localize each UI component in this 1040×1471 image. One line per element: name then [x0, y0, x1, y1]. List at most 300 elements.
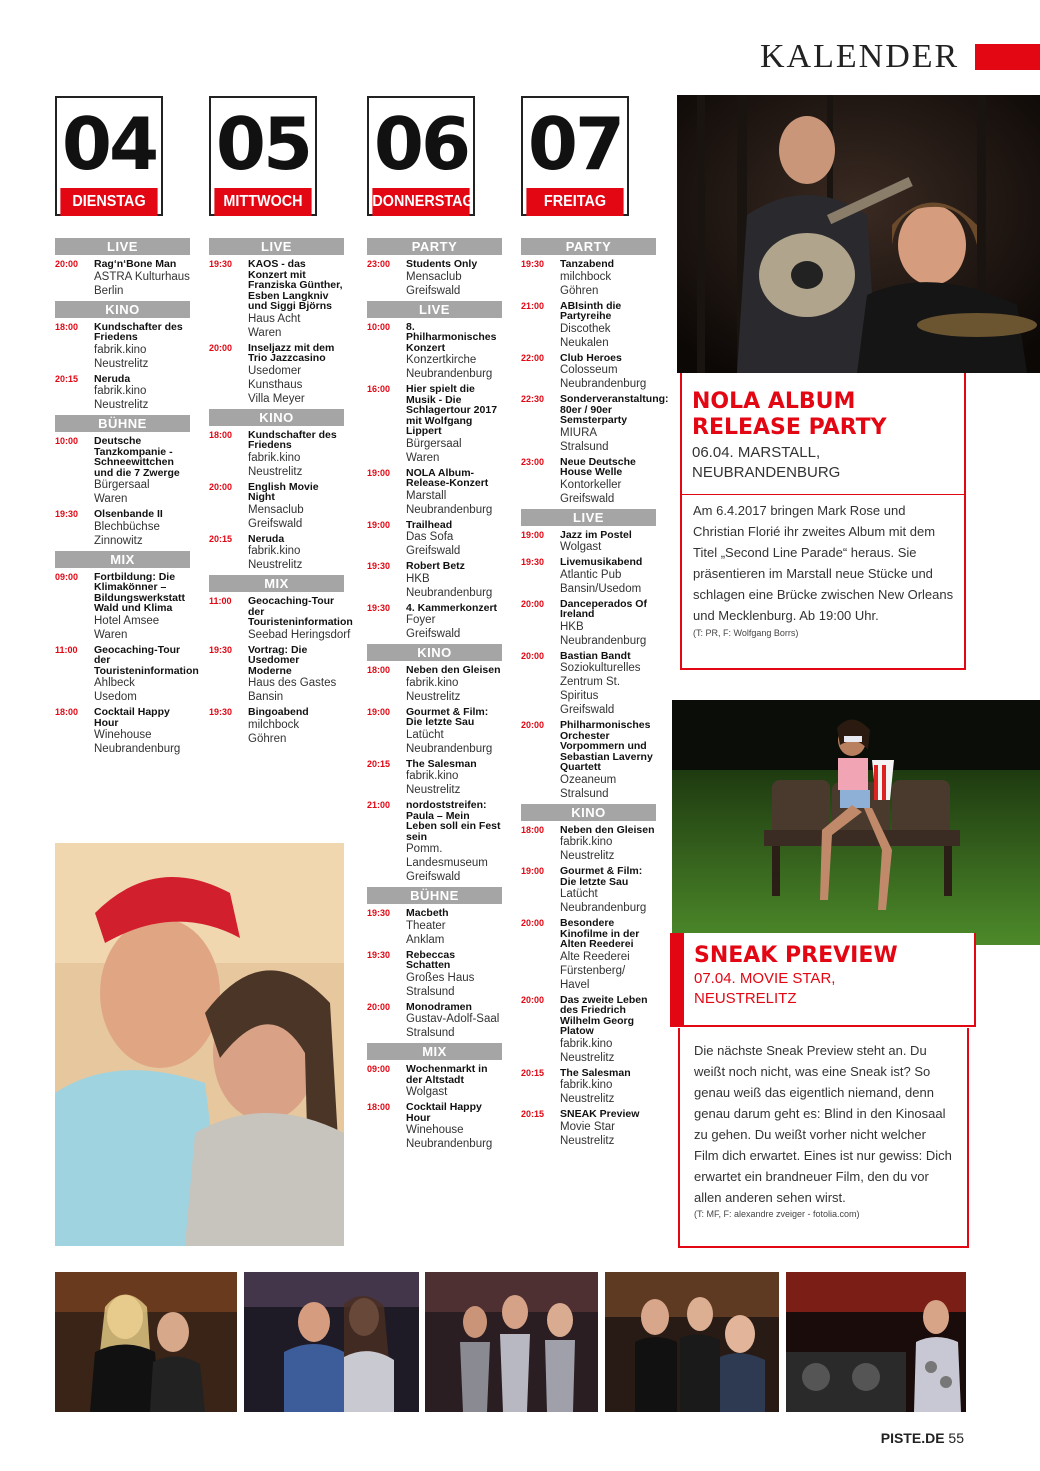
event-item	[521, 457, 656, 506]
event-details	[560, 918, 656, 992]
event-venue-line: milchbock	[560, 270, 612, 283]
event-venue-line: Neustrelitz	[560, 1134, 615, 1147]
event-venue-line: Neubrandenburg	[560, 634, 647, 647]
event-venue-line: Neubrandenburg	[560, 378, 647, 390]
event-time: 19:30	[367, 949, 391, 960]
event-details	[406, 259, 502, 298]
event-time: 19:00	[367, 706, 391, 717]
event-name: nordoststreifen: Paula – Mein Leben soll ein Fest sein	[406, 799, 501, 843]
event-venue-line: Berlin	[94, 284, 124, 297]
event-details	[406, 1102, 502, 1151]
event-name: Club Heroes	[560, 351, 622, 364]
event-name: Kundschafter des Friedens	[248, 428, 337, 451]
event-item	[367, 520, 502, 559]
category-header: MIX	[55, 551, 190, 568]
day-name: FREITAG	[526, 188, 623, 216]
event-venue-line: Waren	[94, 493, 128, 505]
event-venue-line: Neubrandenburg	[406, 586, 493, 599]
event-venue-line: Waren	[248, 326, 282, 339]
event-venue-line: Waren	[406, 451, 440, 464]
event-details	[560, 530, 656, 555]
event-details	[248, 596, 353, 642]
event-details	[406, 800, 502, 884]
event-venue-line: Neustrelitz	[560, 1093, 615, 1105]
sneak-text: Die nächste Sneak Preview steht an. Du weißt noch nicht, was eine Sneak ist? So genau weiß das eigentlich niemand, denn genau darum geht es: Blind in den Kinosaal zu gehen. Du weißt vorher nicht welcher Film dich erwartet. Eines ist nur gewiss: Dich erwartet ein brandneuer Film, den du vor allen anderen sehen wirst.	[694, 1043, 952, 1205]
event-name: Tanzabend	[560, 258, 615, 270]
event-venue-line: Fürstenberg/ Havel	[560, 964, 626, 991]
event-item	[521, 301, 656, 350]
event-details	[406, 950, 502, 999]
event-details	[406, 1002, 502, 1041]
event-time: 20:00	[521, 994, 545, 1005]
event-venue-line: Göhren	[248, 732, 287, 745]
category-header: BÜHNE	[55, 415, 190, 432]
event-time: 10:00	[367, 321, 391, 332]
category-header: PARTY	[367, 238, 502, 255]
event-venue-line: Zinnowitz	[94, 534, 143, 547]
event-time: 18:00	[55, 707, 79, 717]
nola-body	[693, 500, 955, 638]
event-venue-line: fabrik.kino	[248, 451, 301, 464]
event-item	[209, 707, 344, 746]
event-time: 19:30	[209, 644, 233, 655]
event-venue-line: Latücht	[406, 728, 444, 741]
event-venue-line: fabrik.kino	[94, 343, 147, 356]
event-details	[94, 322, 190, 371]
event-item	[209, 595, 353, 642]
event-venue-line: Bürgersaal	[406, 437, 462, 450]
event-details	[406, 468, 502, 517]
event-venue-line: Haus des Gastes	[248, 677, 337, 689]
event-item	[55, 259, 190, 298]
event-name: Neben den Gleisen	[560, 823, 655, 836]
event-details	[560, 259, 656, 298]
event-venue-line: Winehouse Neubrandenburg	[94, 729, 181, 755]
event-name: Vortrag: Die Usedomer Moderne	[248, 643, 308, 677]
event-venue-line: Stralsund	[560, 787, 609, 800]
event-venue-line: Greifswald	[560, 704, 615, 716]
event-venue-line: Villa Meyer	[248, 392, 305, 405]
event-time: 19:00	[521, 529, 545, 540]
event-item	[55, 374, 190, 413]
event-venue-line: Discothek Neukalen	[560, 322, 611, 349]
event-item	[367, 950, 502, 999]
event-venue-line: fabrik.kino	[560, 836, 613, 848]
event-venue-line: Anklam	[406, 933, 445, 946]
event-item	[367, 384, 502, 465]
event-details	[248, 707, 344, 746]
event-details	[560, 651, 656, 718]
nola-title-line2: RELEASE PARTY	[692, 415, 887, 440]
event-details	[560, 394, 669, 454]
event-venue-line: milchbock	[248, 718, 300, 731]
event-name: KAOS - das Konzert mit Franziska Günther, Esben Langkniv und Siggi Björns	[248, 258, 343, 312]
event-name: Besondere Kinofilme in der Alten Reederei	[560, 917, 640, 950]
event-venue-line: Marstall	[406, 489, 447, 502]
event-name: Hier spielt die Musik - Die Schlagertour 2017 mit Wolfgang Lippert	[406, 383, 498, 437]
event-name: Cocktail Happy Hour	[406, 1101, 482, 1124]
nola-text: Am 6.4.2017 bringen Mark Rose und Christian Florié ihr zweites Album mit dem Titel „Second Line Parade“ heraus. Sie präsentieren im Marstall neue Stücke und schlagen eine Brücke zwischen New Orleans und Mecklenburg. Ab 19:00 Uhr.	[693, 503, 954, 623]
category-header: LIVE	[55, 238, 190, 255]
event-venue-line: Gustav-Adolf-Saal	[406, 1013, 500, 1025]
event-name: Inseljazz mit dem Trio Jazzcasino	[248, 341, 335, 364]
event-venue-line: Greifswald	[248, 517, 303, 530]
event-venue-line: Greifswald	[406, 871, 461, 883]
event-venue-line: Atlantic Pub	[560, 568, 622, 581]
day-name: DONNERSTAG	[372, 188, 469, 216]
sneak-header	[684, 933, 974, 1025]
event-name: Gourmet & Film: Die letzte Sau	[560, 865, 643, 888]
event-venue-line: Großes Haus	[406, 971, 475, 984]
musicians-photo	[677, 95, 1040, 373]
event-venue-line: Pomm. Landesmuseum	[406, 843, 488, 869]
event-name: Students Only	[406, 258, 478, 270]
event-details	[560, 353, 656, 392]
event-item	[521, 557, 656, 596]
event-details	[406, 908, 502, 947]
event-details	[406, 603, 502, 642]
event-name: Gourmet & Film: Die letzte Sau	[406, 705, 489, 728]
category-header: MIX	[209, 575, 344, 592]
event-venue-line: Neustrelitz	[560, 850, 615, 862]
calendar-column-dienstag	[55, 236, 199, 759]
event-venue-line: Seebad Heringsdorf	[248, 628, 351, 641]
event-venue-line: Neubrandenburg	[406, 1138, 493, 1150]
event-time: 19:30	[209, 707, 233, 717]
event-venue-line: Bansin	[248, 691, 284, 703]
event-venue-line: Stralsund	[406, 985, 455, 998]
event-time: 18:00	[521, 824, 545, 835]
category-header: LIVE	[367, 301, 502, 318]
event-name: Livemusikabend	[560, 556, 643, 568]
category-header: BÜHNE	[367, 887, 502, 904]
event-details	[94, 259, 190, 298]
event-name: Cocktail Happy Hour	[94, 706, 170, 729]
event-details	[406, 520, 502, 559]
event-name: Neue Deutsche House Welle	[560, 455, 636, 478]
day-number: 04	[61, 102, 157, 186]
event-details	[560, 825, 656, 864]
event-item	[521, 1068, 656, 1107]
event-venue-line: Foyer	[406, 614, 436, 626]
event-name: SNEAK Preview	[560, 1108, 640, 1120]
event-venue-line: Greifswald	[406, 545, 461, 557]
event-venue-line: Neustrelitz	[248, 465, 303, 478]
party-photo	[244, 1272, 419, 1412]
event-item	[367, 322, 502, 382]
event-venue-line: Greifswald	[406, 284, 461, 297]
event-time: 20:00	[209, 342, 233, 353]
event-time: 20:00	[209, 481, 233, 492]
party-photo	[786, 1272, 966, 1412]
sneak-city: NEUSTRELITZ	[694, 990, 797, 1007]
category-header: KINO	[55, 301, 190, 318]
event-name: Monodramen	[406, 1000, 472, 1013]
event-time: 20:15	[209, 533, 233, 544]
event-name: Jazz im Postel	[560, 528, 632, 541]
event-time: 19:00	[367, 519, 391, 530]
event-venue-line: Waren	[94, 628, 128, 641]
event-time: 19:30	[55, 509, 79, 519]
category-header: KINO	[367, 644, 502, 661]
event-item	[55, 707, 190, 756]
event-venue-line: Ozeaneum	[560, 773, 617, 786]
event-name: Olsenbande II	[94, 508, 163, 520]
event-venue-line: Ahlbeck	[94, 677, 135, 689]
event-time: 20:00	[521, 650, 545, 661]
party-photo	[605, 1272, 779, 1412]
event-item	[521, 530, 656, 555]
category-header: MIX	[367, 1043, 502, 1060]
event-name: Bingoabend	[248, 706, 309, 718]
event-item	[367, 1002, 502, 1041]
event-item	[209, 343, 344, 406]
event-name: Neruda	[94, 372, 131, 385]
divider	[680, 494, 966, 495]
event-time: 11:00	[55, 644, 78, 655]
event-details	[560, 1068, 656, 1107]
event-time: 20:00	[521, 720, 545, 730]
event-venue-line: fabrik.kino	[406, 770, 459, 782]
event-venue-line: Neubrandenburg	[406, 368, 493, 380]
event-time: 10:00	[55, 436, 79, 446]
category-header: LIVE	[209, 238, 344, 255]
event-item	[521, 353, 656, 392]
event-venue-line: Kontorkeller	[560, 478, 622, 491]
party-photo	[425, 1272, 598, 1412]
event-venue-line: ASTRA Kulturhaus	[94, 270, 190, 283]
page-number: 55	[948, 1430, 964, 1446]
event-venue-line: Alte Reederei	[560, 950, 630, 963]
event-details	[248, 259, 344, 340]
sneak-credit: (T: MF, F: alexandre zveiger - fotolia.com)	[694, 1209, 860, 1219]
day-name: DIENSTAG	[60, 188, 157, 216]
calendar-column-donnerstag	[367, 236, 502, 1154]
event-name: Rebeccas Schatten	[406, 948, 456, 971]
event-time: 19:00	[367, 467, 391, 478]
event-details	[94, 509, 190, 548]
event-name: 4. Kammerkonzert	[406, 601, 498, 614]
event-name: NOLA Album-Release-Konzert	[406, 466, 489, 489]
event-item	[367, 908, 502, 947]
event-details	[560, 457, 656, 506]
day-box	[367, 96, 475, 216]
event-item	[521, 599, 656, 648]
event-details	[560, 301, 656, 350]
event-details	[248, 645, 344, 705]
event-item	[367, 561, 502, 600]
calendar-column-mittwoch	[209, 236, 353, 749]
event-venue-line: Blechbüchse	[94, 520, 160, 533]
event-name: Philharmonisches Orchester Vorpommern und Sebastian Laverny Quartett	[560, 719, 653, 773]
category-header: KINO	[209, 409, 344, 426]
event-details	[248, 534, 344, 573]
event-item	[209, 645, 344, 705]
event-name: Neben den Gleisen	[406, 664, 501, 676]
site-name: PISTE.DE	[880, 1430, 945, 1446]
event-item	[209, 482, 344, 531]
event-venue-line: Stralsund	[406, 1027, 455, 1039]
event-venue-line: Bansin/Usedom	[560, 582, 642, 595]
event-venue-line: Mensaclub	[406, 270, 462, 283]
event-name: Rag‘n‘Bone Man	[94, 258, 177, 270]
event-venue-line: Haus Acht	[248, 312, 301, 325]
cinema-chair-photo	[672, 700, 1040, 945]
event-item	[367, 468, 502, 517]
day-name: MITTWOCH	[214, 188, 311, 216]
event-venue-line: Usedomer Kunsthaus	[248, 364, 303, 391]
event-time: 20:15	[55, 373, 79, 384]
event-item	[367, 800, 502, 884]
event-details	[406, 561, 502, 600]
event-venue-line: Hotel Amsee	[94, 614, 160, 627]
event-item	[521, 720, 656, 801]
event-venue-line: Neustrelitz	[94, 399, 149, 411]
event-item	[521, 825, 656, 864]
event-venue-line: Neustrelitz	[406, 784, 461, 796]
event-time: 18:00	[55, 321, 79, 332]
event-name: Bastian Bandt	[560, 649, 631, 662]
event-name: English Movie Night	[248, 480, 319, 503]
event-venue-line: fabrik.kino	[94, 385, 147, 397]
event-name: 8. Philharmonisches Konzert	[406, 320, 497, 354]
event-time: 18:00	[367, 1102, 391, 1112]
event-time: 21:00	[521, 300, 545, 311]
event-item	[367, 1064, 502, 1099]
event-venue-line: Konzertkirche	[406, 354, 477, 366]
event-item	[209, 534, 344, 573]
event-name: Deutsche Tanzkompanie - Schneewittchen und die 7 Zwerge	[94, 435, 180, 479]
event-name: Neruda	[248, 532, 285, 545]
nola-header	[692, 389, 962, 483]
nola-credit: (T: PR, F: Wolfgang Borrs)	[693, 628, 799, 638]
event-item	[55, 572, 190, 642]
page-footer	[881, 1430, 964, 1446]
event-time: 19:00	[521, 866, 545, 876]
event-time: 20:00	[55, 259, 79, 269]
event-venue-line: Neustrelitz	[94, 357, 149, 370]
event-item	[55, 509, 190, 548]
event-details	[94, 707, 190, 756]
event-venue-line: fabrik.kino	[560, 1079, 613, 1091]
event-venue-line: Neustrelitz	[560, 1051, 615, 1064]
event-time: 18:00	[367, 665, 391, 675]
page-title: KALENDER	[760, 38, 960, 75]
event-details	[406, 759, 502, 798]
event-details	[94, 572, 190, 642]
event-venue-line: Wolgast	[406, 1086, 448, 1098]
event-item	[55, 643, 199, 705]
event-time: 18:00	[209, 429, 233, 440]
event-time: 20:00	[521, 598, 545, 609]
event-time: 09:00	[367, 1064, 391, 1074]
event-venue-line: Neubrandenburg	[406, 503, 493, 516]
event-time: 16:00	[367, 384, 391, 394]
event-details	[406, 384, 502, 465]
event-venue-line: Stralsund	[560, 440, 609, 453]
nola-title: NOLA ALBUM	[692, 389, 856, 414]
day-number: 07	[527, 102, 623, 186]
event-time: 23:00	[367, 259, 391, 269]
event-name: Geocaching-Tour der Touristeninformation	[248, 595, 353, 628]
event-venue-line: Bürgersaal	[94, 479, 150, 491]
event-item	[521, 651, 656, 718]
event-venue-line: Neubrandenburg	[560, 902, 647, 914]
event-time: 20:00	[521, 918, 545, 928]
event-venue-line: Mensaclub	[248, 503, 304, 516]
event-item	[521, 393, 669, 454]
event-venue-line: Göhren	[560, 284, 599, 297]
event-details	[248, 343, 344, 406]
event-time: 23:00	[521, 456, 545, 467]
event-time: 22:00	[521, 352, 545, 363]
day-box	[209, 96, 317, 216]
event-venue-line: Theater	[406, 919, 446, 932]
event-item	[55, 322, 190, 371]
event-venue-line: Wolgast	[560, 541, 602, 553]
event-venue-line: Movie Star	[560, 1120, 615, 1133]
calendar-column-freitag	[521, 236, 669, 1151]
event-name: The Salesman	[560, 1066, 631, 1079]
event-venue-line: fabrik.kino	[560, 1037, 613, 1050]
event-name: Geocaching-Tour der Touristeninformation	[94, 643, 199, 677]
sneak-title: SNEAK PREVIEW	[694, 943, 898, 968]
event-details	[94, 645, 199, 705]
event-venue-line: HKB	[560, 620, 584, 633]
event-venue-line: Greifswald	[560, 492, 615, 505]
event-venue-line: Colosseum	[560, 364, 618, 376]
header-accent-bar	[975, 44, 1040, 70]
event-item	[55, 436, 190, 506]
event-venue-line: MIURA	[560, 426, 598, 439]
event-time: 09:00	[55, 571, 79, 582]
event-venue-line: Das Sofa	[406, 531, 454, 543]
event-name: ABIsinth die Partyreihe	[560, 299, 622, 322]
event-name: Das zweite Leben des Friedrich Wilhelm Georg Platow	[560, 993, 648, 1037]
party-photo	[55, 1272, 237, 1412]
event-item	[521, 995, 656, 1065]
event-item	[521, 1109, 656, 1148]
event-venue-line: HKB	[406, 572, 430, 585]
event-item	[521, 259, 656, 298]
event-item	[367, 707, 502, 756]
day-box	[55, 96, 163, 216]
event-details	[406, 707, 502, 756]
event-time: 19:30	[521, 259, 545, 269]
category-header: KINO	[521, 804, 656, 821]
nola-city: NEUBRANDENBURG	[692, 464, 841, 481]
event-time: 19:30	[367, 602, 391, 613]
event-details	[406, 1064, 502, 1099]
event-item	[367, 759, 502, 798]
event-details	[560, 866, 656, 915]
event-time: 19:30	[521, 557, 545, 567]
event-details	[560, 720, 656, 801]
event-item	[521, 918, 656, 992]
event-details	[94, 374, 190, 413]
event-item	[367, 259, 502, 298]
event-venue-line: Neustrelitz	[406, 690, 461, 703]
event-venue-line: Winehouse	[406, 1124, 464, 1136]
sneak-date-venue: 07.04. MOVIE STAR,	[694, 970, 836, 987]
event-venue-line: Greifswald	[406, 628, 461, 640]
nola-date-venue: 06.04. MARSTALL,	[692, 444, 821, 461]
event-item	[209, 430, 344, 479]
event-time: 20:15	[521, 1067, 545, 1078]
event-details	[406, 665, 502, 704]
event-details	[560, 995, 656, 1065]
event-details	[560, 1109, 656, 1148]
